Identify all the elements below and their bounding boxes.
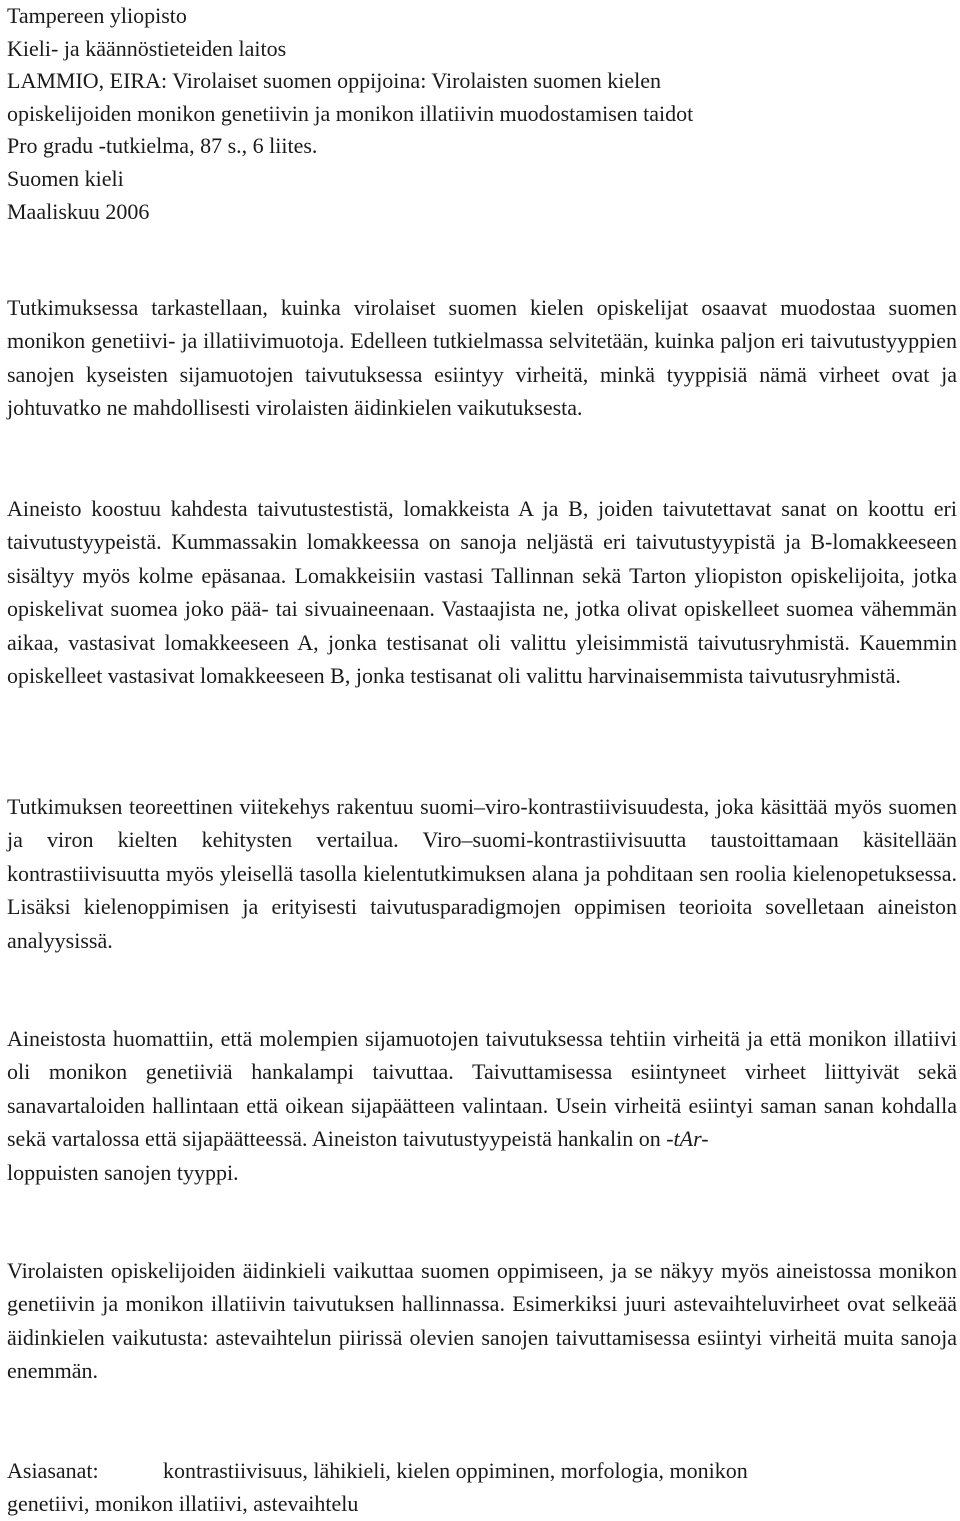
thesis-title: : Virolaiset suomen oppijoina: Virolaisten suomen kielen [161, 68, 662, 94]
abstract-paragraph-4 [7, 1022, 957, 1189]
abstract-paragraph-5: Virolaisten opiskelijoiden äidinkieli vaikuttaa suomen oppimiseen, ja se näkyy myös aineistossa monikon genetiivin ja monikon illatiivin taivutuksen hallinnassa. Esimerkiksi juuri astevaihteluvirheet ovat selkeää äidinkielen vaikutusta: astevaihtelun piirissä olevien sanojen taivuttamisessa esiintyi virheitä muita sanoja enemmän. [7, 1258, 957, 1384]
thesis-info: Pro gradu -tutkielma, 87 s., 6 liites. [7, 133, 318, 159]
abstract-paragraph-3: Tutkimuksen teoreettinen viitekehys rakentuu suomi–viro-kontrastiivisuudesta, joka käsittää myös suomen ja viron kielten kehitysten vertailua. Viro–suomi-kontrastiivisuutta taustoittamaan käsitellään kontrastiivisuutta myös yleisellä tasolla kielentutkimuksen alana ja pohditaan sen roolia kielenopetuksessa. Lisäksi kielenoppimisen ja erityisesti taivutusparadigmojen oppimisen teorioita sovelletaan aineiston analyysissä. [7, 794, 957, 953]
keywords-line-1 [7, 1454, 957, 1487]
keywords-list-2: genetiivi, monikon illatiivi, astevaihtelu [7, 1491, 359, 1517]
thesis-title-line-1 [7, 65, 957, 98]
abstract-paragraph-4-end: loppuisten sanojen tyyppi. [7, 1159, 239, 1185]
keywords-list-1: kontrastiivisuus, lähikieli, kielen oppiminen, morfologia, monikon [163, 1458, 748, 1483]
document-page [7, 0, 957, 1517]
subject: Suomen kieli [7, 165, 124, 191]
date: Maaliskuu 2006 [7, 198, 150, 224]
keywords [7, 1454, 957, 1521]
abstract-paragraph-1: Tutkimuksessa tarkastellaan, kuinka virolaiset suomen kielen opiskelijat osaavat muodostaa suomen monikon genetiivi- ja illatiivimuotoja. Edelleen tutkielmassa selvitetään, kuinka paljon eri taivutustyyppien sanojen kyseisten sijamuotojen taivutuksessa esiintyy virheitä, minkä tyyppisiä nämä virheet ovat ja johtuvatko ne mahdollisesti virolaisten äidinkielen vaikutuksesta. [7, 295, 957, 421]
abstract-paragraph-2: Aineisto koostuu kahdesta taivutustestistä, lomakkeista A ja B, joiden taivutettavat sanat on koottu eri taivutustyypeistä. Kummassakin lomakkeessa on sanoja neljästä eri taivutustyypistä ja B-lomakkeeseen sisältyy myös kolme epäsanaa. Lomakkeisiin vastasi Tallinnan sekä Tarton yliopiston opiskelijoita, jotka opiskelivat suomea joko pää- tai sivuaineenaan. Vastaajista ne, jotka olivat opiskelleet suomea vähemmän aikaa, vastasivat lomakkeeseen A, jonka testisanat oli valittu yleisimmistä taivutusryhmistä. Kauemmin opiskelleet vastasivat lomakkeeseen B, jonka testisanat oli valittu harvinaisemmista taivutusryhmistä. [7, 496, 957, 689]
suffix-example: -tAr- [666, 1126, 709, 1152]
thesis-title-line-2: opiskelijoiden monikon genetiivin ja monikon illatiivin muodostamisen taidot [7, 100, 694, 126]
author-name: LAMMIO, EIRA [7, 68, 161, 94]
university-name: Tampereen yliopisto [7, 3, 187, 28]
thesis-header [7, 0, 957, 228]
abstract-paragraph-4-text: Aineistosta huomattiin, että molempien sijamuotojen taivutuksessa tehtiin virheitä ja että monikon illatiivi oli monikon genetiiviä hankalampi taivuttaa. Taivuttamisessa esiintyneet virheet liittyivät sekä sanavartaloiden hallintaan että oikean sijapäätteen valintaan. Usein virheitä esiintyi saman sanan kohdalla sekä vartalossa että sijapäätteessä. Aineiston taivutustyypeistä hankalin on [7, 1026, 957, 1152]
keywords-label: Asiasanat: [7, 1458, 99, 1483]
department-name: Kieli- ja käännöstieteiden laitos [7, 35, 287, 61]
